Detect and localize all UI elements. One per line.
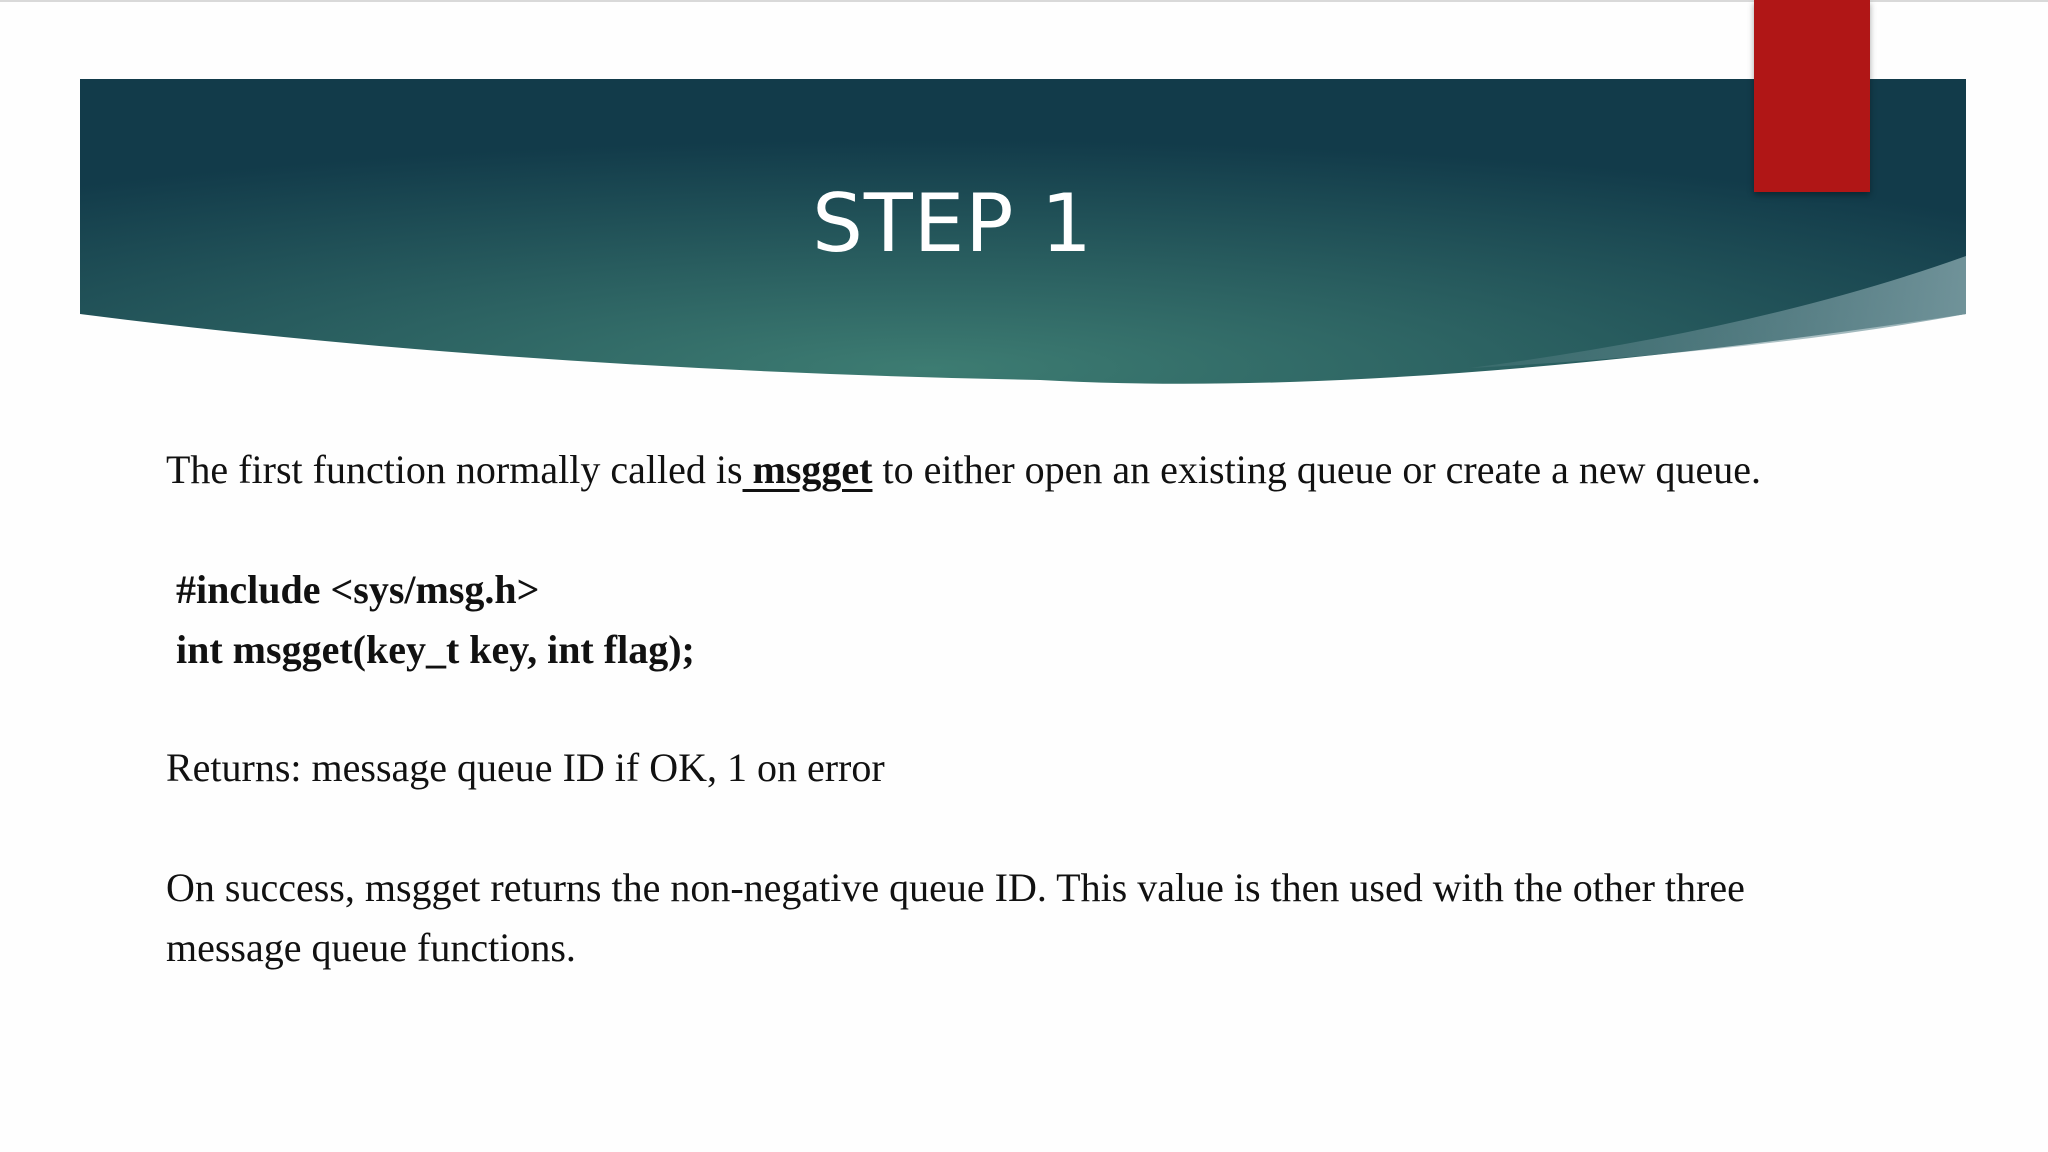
intro-text-after: to either open an existing queue or create a new queue. (872, 447, 1761, 492)
success-text-line-2: message queue functions. (166, 925, 576, 970)
bookmark-ribbon (1754, 0, 1870, 192)
returns-text: Returns: message queue ID if OK, 1 on error (166, 745, 885, 790)
function-name: msgget (742, 447, 873, 492)
code-signature-line: int msgget(key_t key, int flag); (176, 627, 695, 672)
code-include-line: #include <sys/msg.h> (176, 567, 540, 612)
slide-title: STEP 1 (812, 177, 1093, 270)
intro-paragraph (166, 440, 1761, 500)
success-text-line-1: On success, msgget returns the non-negative queue ID. This value is then used with the other three (166, 865, 1745, 910)
intro-text-before: The first function normally called is (166, 447, 743, 492)
